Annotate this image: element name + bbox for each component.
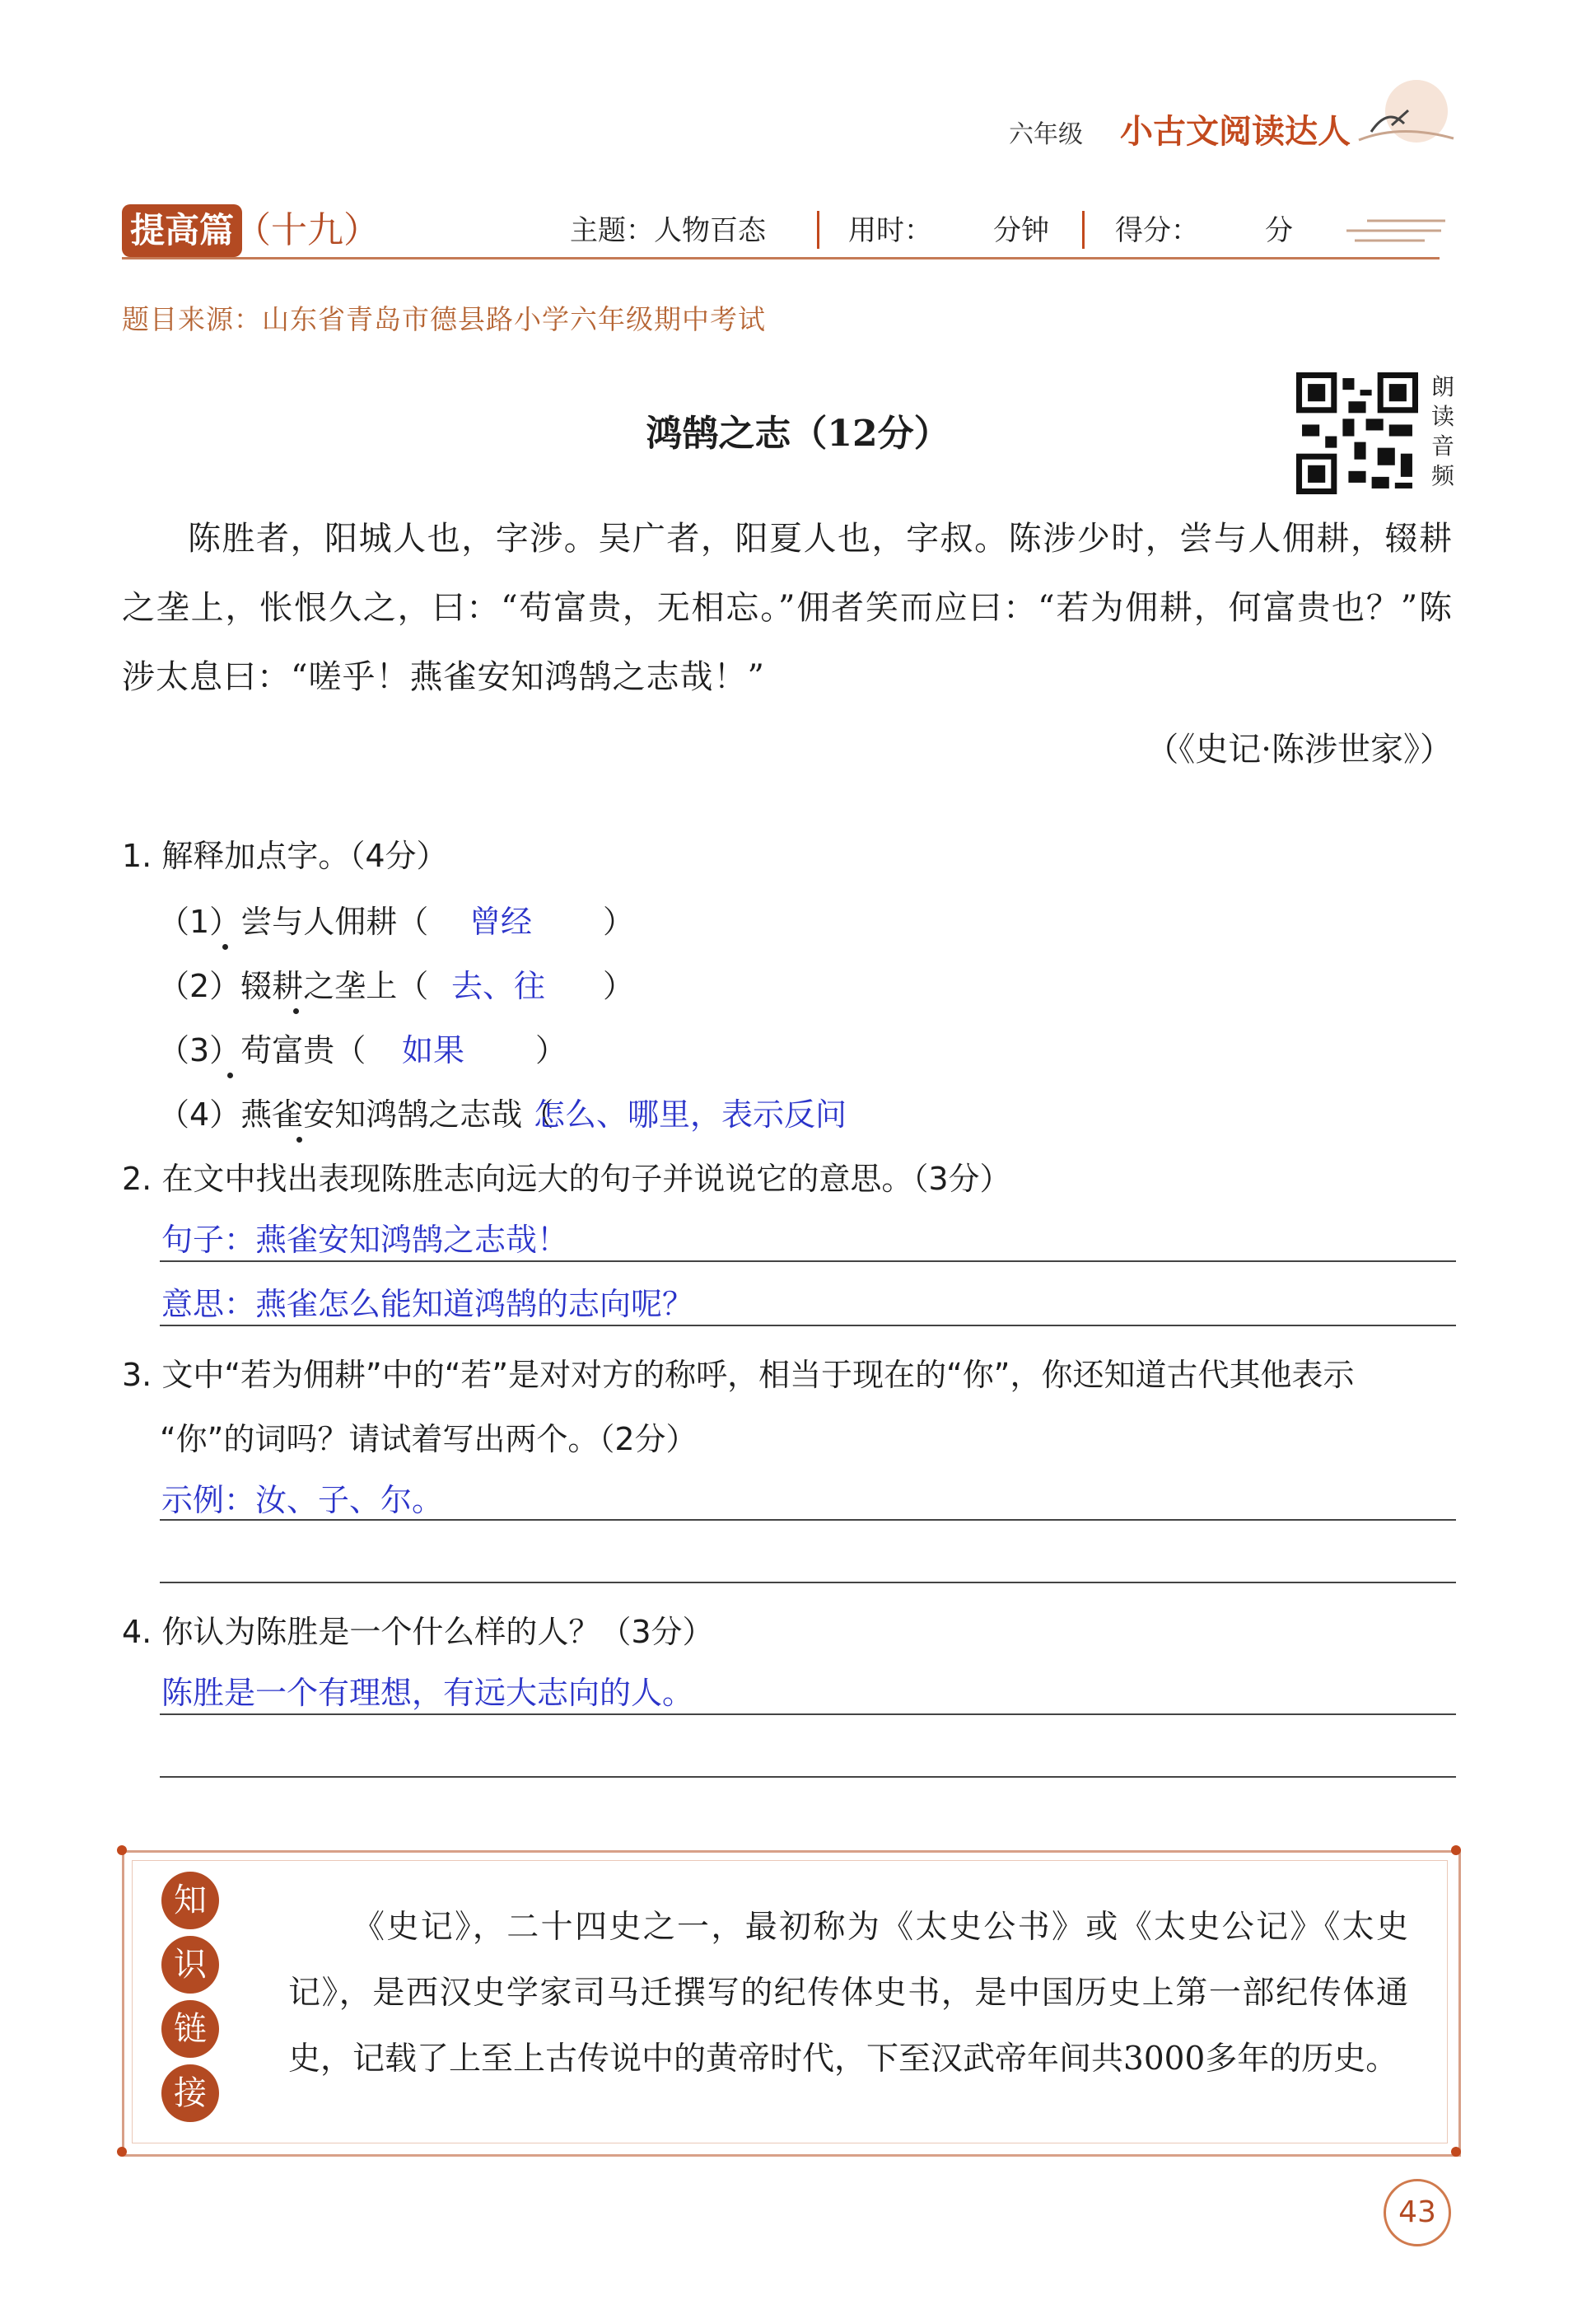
cloud-decoration-icon (1342, 206, 1449, 247)
passage-title: 鸿鹄之志（12分） (646, 413, 950, 455)
audio-reading-label: 朗 读 音 频 (1431, 373, 1455, 489)
knowledge-link-text: 《史记》，二十四史之一，最初称为《太史公书》或《太史公记》《太史记》，是西汉史学家司马迁撰写的纪传体史书，是中国历史上第一部纪传体通史，记载了上至上古传说中的黄帝时代，下至汉武帝年间共3000多年的历史。 (288, 1909, 1408, 2078)
question-1-prompt: 1. 解释加点字。（4分） (122, 838, 448, 874)
knowledge-link-label-char: 识 (161, 1936, 219, 1994)
q1-item-3: （3）苟富贵（ (158, 1032, 366, 1068)
level-tag: 提高篇 (122, 204, 242, 257)
qr-code-icon[interactable] (1296, 372, 1418, 494)
q1-item-4-answer: 怎么、哪里，表示反问 (534, 1096, 847, 1133)
header-divider (122, 257, 1440, 259)
answer-line (160, 1519, 1456, 1521)
series-title: 小古文阅读达人 (1120, 113, 1351, 151)
passage-citation: （《史记·陈涉世家》） (1146, 731, 1453, 769)
q1-item-1-answer: 曾经 (469, 904, 533, 940)
emphasis-dot (296, 1137, 302, 1143)
q1-item-4: （4）燕雀安知鸿鹄之志哉（ (158, 1096, 554, 1133)
corner-dot (1451, 1845, 1461, 1855)
q1-item-2-answer: 去、往 (451, 968, 546, 1004)
question-4-prompt: 4. 你认为陈胜是一个什么样的人？（3分） (122, 1614, 714, 1650)
meta-separator (817, 211, 819, 249)
grade-label: 六年级 (1009, 120, 1083, 149)
score-unit: 分 (1265, 214, 1293, 247)
corner-dot (117, 1845, 127, 1855)
q4-answer: 陈胜是一个有理想，有远大志向的人。 (161, 1675, 694, 1711)
answer-line (160, 1713, 1456, 1715)
question-2-prompt: 2. 在文中找出表现陈胜志向远大的句子并说说它的意思。（3分） (122, 1161, 1011, 1197)
answer-line (160, 1776, 1456, 1778)
level-number: （十九） (235, 209, 380, 251)
knowledge-link-label-char: 知 (161, 1872, 219, 1929)
page-number: 43 (1384, 2179, 1451, 2246)
moon-logo-icon (1351, 74, 1458, 152)
question-3-prompt-line-2: “你”的词吗？请试着写出两个。（2分） (160, 1421, 698, 1457)
q1-item-3-close: ） (535, 1032, 567, 1068)
question-source: 题目来源：山东省青岛市德县路小学六年级期中考试 (122, 303, 766, 335)
q1-item-1-close: ） (603, 904, 635, 940)
q1-item-1: （1）尝与人佣耕（ (158, 904, 429, 940)
q1-item-2-close: ） (603, 968, 635, 1004)
score-label: 得分： (1115, 214, 1199, 247)
theme-label: 主题：人物百态 (570, 214, 766, 247)
knowledge-link-label-char: 链 (161, 2000, 219, 2058)
time-unit: 分钟 (993, 214, 1049, 247)
q1-item-2: （2）辍耕之垄上（ (158, 968, 429, 1004)
meta-separator (1082, 211, 1085, 249)
emphasis-dot (227, 1073, 233, 1078)
corner-dot (1451, 2147, 1461, 2157)
question-3-prompt-line-1: 3. 文中“若为佣耕”中的“若”是对对方的称呼，相当于现在的“你”，你还知道古代其他表示 (122, 1357, 1355, 1393)
q2-answer-meaning: 意思：燕雀怎么能知道鸿鹄的志向呢？ (161, 1286, 694, 1322)
q1-item-3-answer: 如果 (402, 1032, 465, 1068)
emphasis-dot (222, 944, 228, 950)
answer-line (160, 1325, 1456, 1326)
q3-answer: 示例：汝、子、尔。 (161, 1482, 444, 1518)
corner-dot (117, 2147, 127, 2157)
time-label: 用时： (848, 214, 932, 247)
knowledge-link-label-char: 接 (161, 2064, 219, 2122)
answer-line (160, 1260, 1456, 1262)
q2-answer-sentence: 句子：燕雀安知鸿鹄之志哉！ (161, 1222, 569, 1258)
passage-text: 陈胜者，阳城人也，字涉。吴广者，阳夏人也，字叔。陈涉少时，尝与人佣耕，辍耕之垄上，怅恨久之，曰：“苟富贵，无相忘。”佣者笑而应曰：“若为佣耕，何富贵也？”陈涉太息曰：“嗟乎！燕雀安知鸿鹄之志哉！” (122, 520, 1453, 696)
emphasis-dot (293, 1008, 299, 1014)
answer-line (160, 1582, 1456, 1583)
